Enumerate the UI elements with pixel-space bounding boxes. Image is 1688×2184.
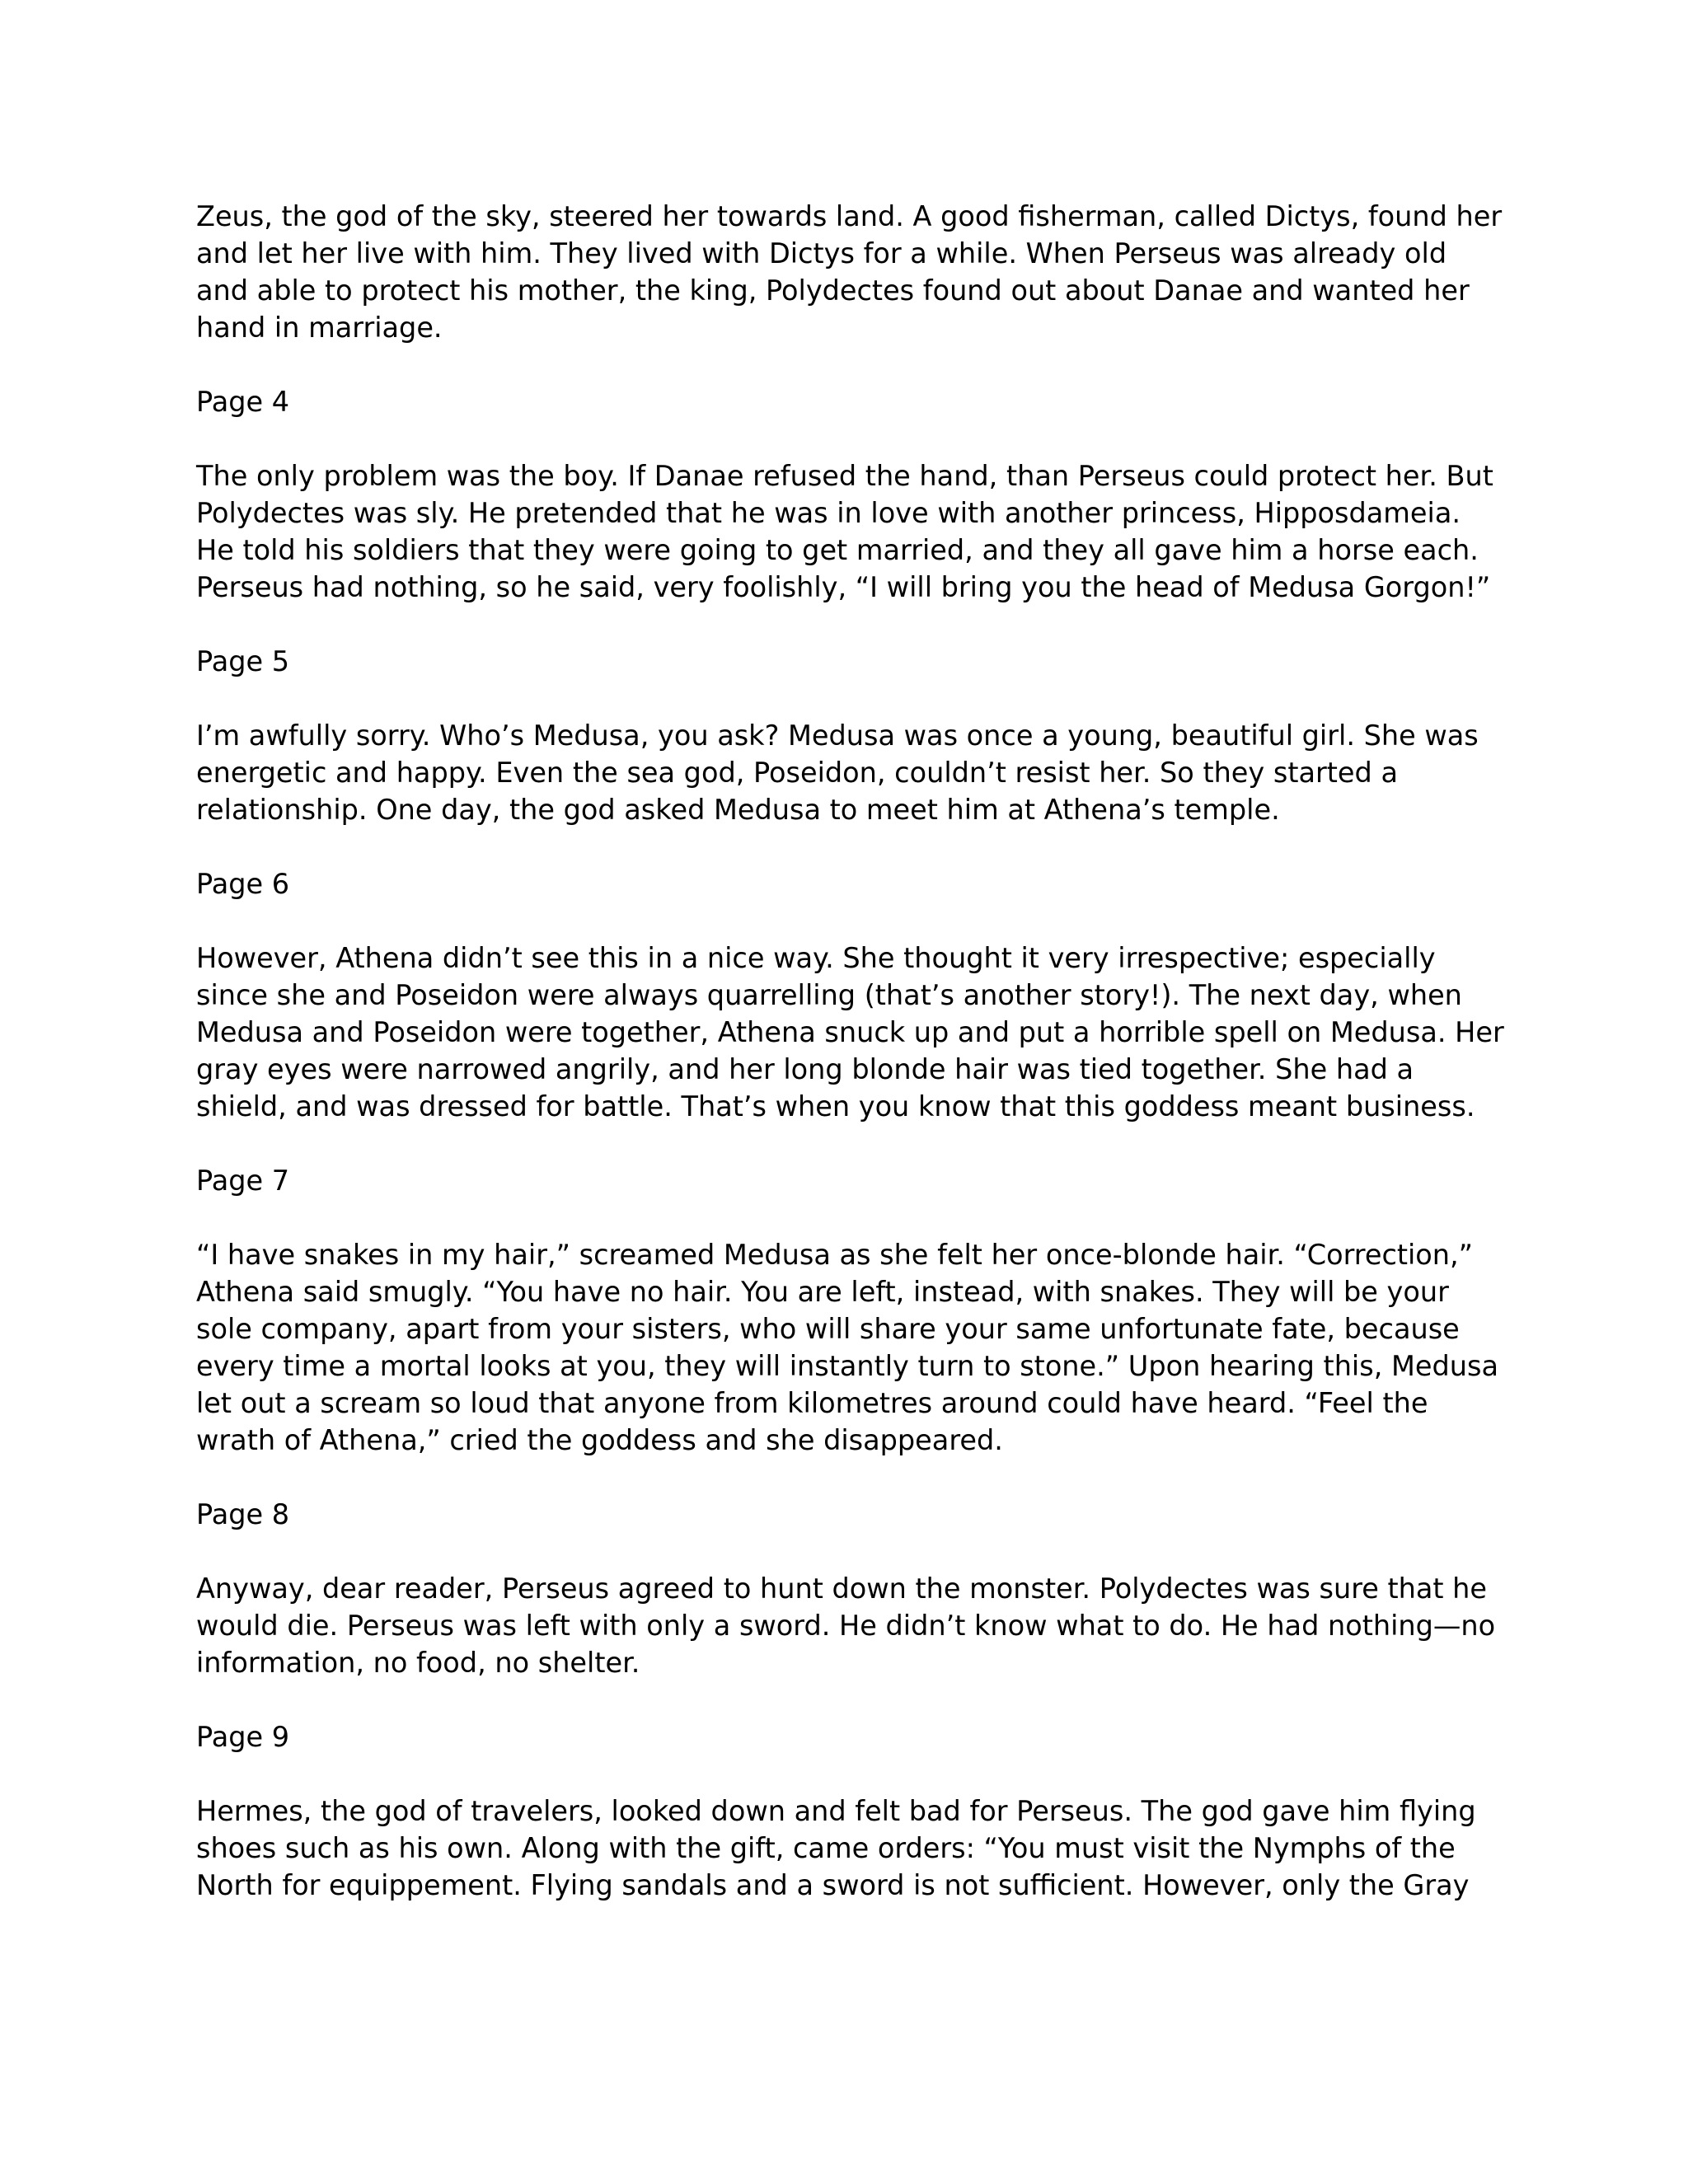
page-label-6: Page 6: [196, 868, 290, 900]
paragraph-page-6: However, Athena didn’t see this in a nice way. She thought it very irrespective; especially since she and Poseidon were always quarrelling (that’s another story!). The next day, when Medusa and Poseidon were together, Athena snuck up and put a horrible spell on Medusa. Her gray eyes were narrowed angrily, and her long blonde hair was tied together. She had a shield, and was dressed for battle. That’s when you know that this goddess meant business.: [196, 942, 1504, 1122]
page-label-8: Page 8: [196, 1498, 290, 1530]
paragraph-page-5: I’m awfully sorry. Who’s Medusa, you ask? Medusa was once a young, beautiful girl. She was energetic and happy. Even the sea god, Poseidon, couldn’t resist her. So they started a relationship. One day, the god asked Medusa to meet him at Athena’s temple.: [196, 719, 1479, 826]
text-column: [196, 198, 1507, 1941]
paragraph-page-7: “I have snakes in my hair,” screamed Medusa as she felt her once-blonde hair. “Correction,” Athena said smugly. “You have no hair. You are left, instead, with snakes. They will be your sole company, apart from your sisters, who will share your same unfortunate fate, because every time a mortal looks at you, they will instantly turn to stone.” Upon hearing this, Medusa let out a scream so loud that anyone from kilometres around could have heard. “Feel the wrath of Athena,” cried the goddess and she disappeared.: [196, 1239, 1498, 1456]
page-label-5: Page 5: [196, 645, 290, 677]
page-label-4: Page 4: [196, 386, 290, 418]
paragraph-page-8: Anyway, dear reader, Perseus agreed to hunt down the monster. Polydectes was sure that he would die. Perseus was left with only a sword. He didn’t know what to do. He had nothing—no information, no food, no shelter.: [196, 1572, 1496, 1679]
paragraph-page-9: Hermes, the god of travelers, looked down and felt bad for Perseus. The god gave him flying shoes such as his own. Along with the gift, came orders: “You must visit the Nymphs of the North for equippement. Flying sandals and a sword is not sufficient. However, only the Gray: [196, 1795, 1476, 1901]
paragraph-intro: Zeus, the god of the sky, steered her towards land. A good fisherman, called Dictys, found her and let her live with him. They lived with Dictys for a while. When Perseus was already old and able to protect his mother, the king, Polydectes found out about Danae and wanted her hand in marriage.: [196, 200, 1503, 344]
page-label-7: Page 7: [196, 1165, 290, 1197]
page-label-9: Page 9: [196, 1721, 290, 1753]
paragraph-page-4: The only problem was the boy. If Danae refused the hand, than Perseus could protect her. But Polydectes was sly. He pretended that he was in love with another princess, Hipposdameia. He told his soldiers that they were going to get married, and they all gave him a horse each. Perseus had nothing, so he said, very foolishly, “I will bring you the head of Medusa Gorgon!”: [196, 460, 1493, 603]
